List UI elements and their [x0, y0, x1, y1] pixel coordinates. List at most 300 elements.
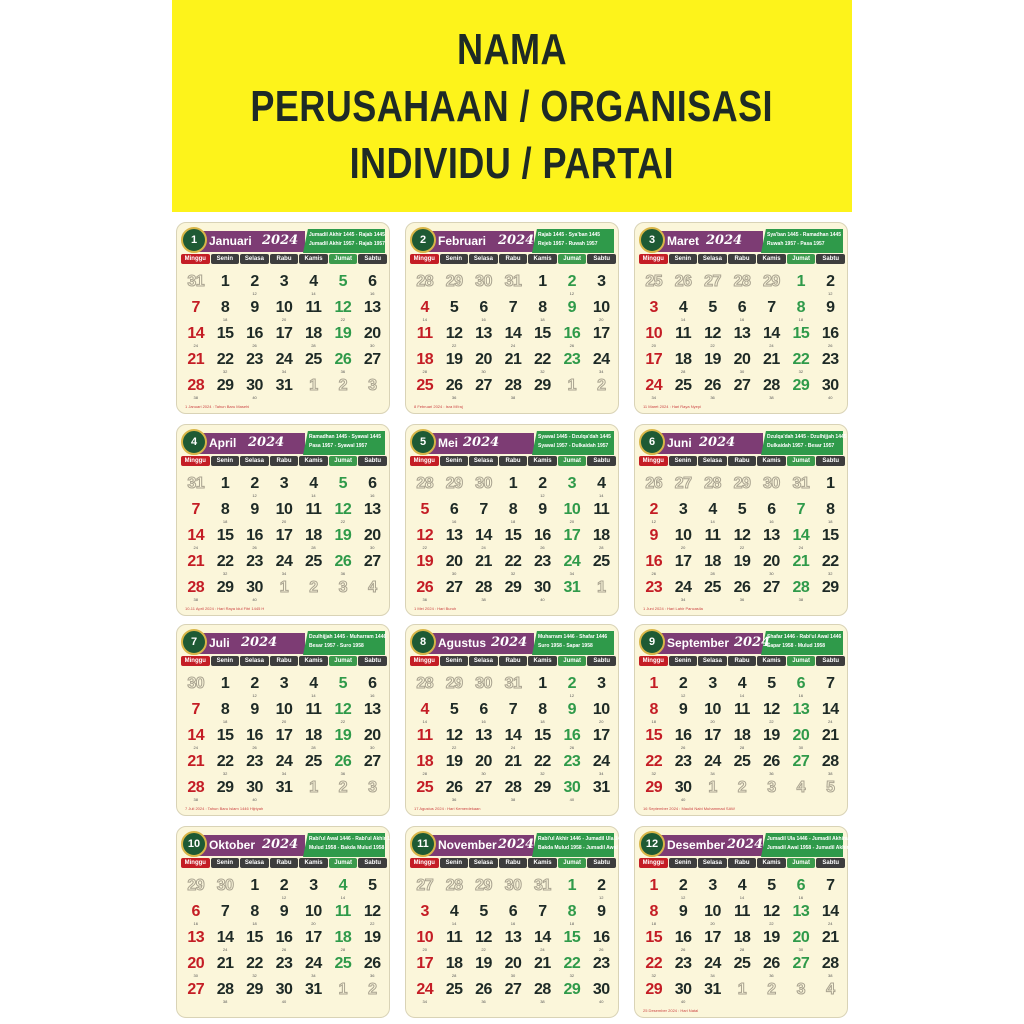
date-cell[interactable] — [557, 779, 586, 805]
date-cell[interactable] — [269, 701, 298, 727]
date-cell[interactable] — [240, 753, 269, 779]
date-cell[interactable] — [469, 981, 498, 1007]
date-cell[interactable] — [269, 981, 298, 1007]
date-cell[interactable] — [299, 877, 328, 903]
date-cell[interactable] — [269, 527, 298, 553]
adjacent-month-date[interactable] — [358, 779, 387, 805]
date-cell[interactable] — [816, 501, 845, 527]
date-cell[interactable] — [698, 553, 727, 579]
date-cell[interactable] — [210, 701, 239, 727]
date-cell[interactable] — [299, 727, 328, 753]
date-cell[interactable] — [210, 727, 239, 753]
date-cell[interactable] — [528, 299, 557, 325]
date-cell[interactable] — [439, 553, 468, 579]
date-cell[interactable] — [816, 929, 845, 955]
date-cell[interactable] — [498, 475, 527, 501]
date-cell[interactable] — [328, 527, 357, 553]
date-cell[interactable] — [269, 727, 298, 753]
date-cell[interactable] — [668, 929, 697, 955]
date-cell[interactable] — [358, 955, 387, 981]
date-cell[interactable] — [210, 351, 239, 377]
date-cell[interactable] — [528, 955, 557, 981]
date-cell[interactable] — [299, 981, 328, 1007]
date-cell[interactable] — [469, 501, 498, 527]
adjacent-month-date[interactable] — [816, 779, 845, 805]
adjacent-month-date[interactable] — [469, 675, 498, 701]
date-cell[interactable] — [181, 955, 210, 981]
date-cell[interactable] — [210, 753, 239, 779]
date-cell[interactable] — [698, 579, 727, 605]
date-cell[interactable] — [358, 475, 387, 501]
adjacent-month-date[interactable] — [727, 779, 756, 805]
date-cell[interactable] — [269, 955, 298, 981]
date-cell[interactable] — [358, 727, 387, 753]
date-cell[interactable] — [358, 351, 387, 377]
date-cell[interactable] — [269, 475, 298, 501]
date-cell[interactable] — [240, 325, 269, 351]
date-cell[interactable] — [328, 955, 357, 981]
date-cell[interactable] — [698, 903, 727, 929]
adjacent-month-date[interactable] — [698, 779, 727, 805]
date-cell[interactable] — [587, 779, 616, 805]
date-cell[interactable] — [210, 903, 239, 929]
adjacent-month-date[interactable] — [757, 981, 786, 1007]
date-cell[interactable] — [469, 779, 498, 805]
adjacent-month-date[interactable] — [328, 377, 357, 403]
date-cell[interactable] — [639, 701, 668, 727]
adjacent-month-date[interactable] — [439, 273, 468, 299]
date-cell[interactable] — [528, 579, 557, 605]
date-cell[interactable] — [358, 903, 387, 929]
date-cell[interactable] — [181, 325, 210, 351]
date-cell[interactable] — [358, 501, 387, 527]
adjacent-month-date[interactable] — [439, 877, 468, 903]
date-cell[interactable] — [757, 753, 786, 779]
date-cell[interactable] — [469, 527, 498, 553]
date-cell[interactable] — [557, 903, 586, 929]
date-cell[interactable] — [816, 527, 845, 553]
date-cell[interactable] — [439, 779, 468, 805]
date-cell[interactable] — [639, 727, 668, 753]
adjacent-month-date[interactable] — [181, 273, 210, 299]
adjacent-month-date[interactable] — [786, 779, 815, 805]
date-cell[interactable] — [240, 553, 269, 579]
date-cell[interactable] — [668, 553, 697, 579]
date-cell[interactable] — [557, 981, 586, 1007]
adjacent-month-date[interactable] — [269, 579, 298, 605]
date-cell[interactable] — [181, 753, 210, 779]
date-cell[interactable] — [557, 325, 586, 351]
date-cell[interactable] — [557, 299, 586, 325]
date-cell[interactable] — [410, 351, 439, 377]
date-cell[interactable] — [587, 929, 616, 955]
date-cell[interactable] — [727, 501, 756, 527]
date-cell[interactable] — [639, 501, 668, 527]
date-cell[interactable] — [410, 579, 439, 605]
date-cell[interactable] — [587, 981, 616, 1007]
date-cell[interactable] — [668, 701, 697, 727]
date-cell[interactable] — [210, 929, 239, 955]
date-cell[interactable] — [727, 877, 756, 903]
date-cell[interactable] — [668, 501, 697, 527]
date-cell[interactable] — [439, 701, 468, 727]
date-cell[interactable] — [299, 675, 328, 701]
date-cell[interactable] — [587, 325, 616, 351]
date-cell[interactable] — [668, 981, 697, 1007]
date-cell[interactable] — [668, 903, 697, 929]
date-cell[interactable] — [668, 527, 697, 553]
date-cell[interactable] — [410, 701, 439, 727]
date-cell[interactable] — [410, 527, 439, 553]
date-cell[interactable] — [786, 675, 815, 701]
date-cell[interactable] — [668, 325, 697, 351]
date-cell[interactable] — [786, 753, 815, 779]
adjacent-month-date[interactable] — [210, 877, 239, 903]
date-cell[interactable] — [240, 779, 269, 805]
date-cell[interactable] — [210, 553, 239, 579]
date-cell[interactable] — [639, 675, 668, 701]
date-cell[interactable] — [210, 273, 239, 299]
date-cell[interactable] — [210, 475, 239, 501]
date-cell[interactable] — [528, 377, 557, 403]
date-cell[interactable] — [639, 351, 668, 377]
date-cell[interactable] — [299, 351, 328, 377]
date-cell[interactable] — [727, 351, 756, 377]
date-cell[interactable] — [410, 955, 439, 981]
date-cell[interactable] — [587, 727, 616, 753]
adjacent-month-date[interactable] — [587, 377, 616, 403]
date-cell[interactable] — [528, 475, 557, 501]
date-cell[interactable] — [816, 299, 845, 325]
date-cell[interactable] — [439, 579, 468, 605]
date-cell[interactable] — [181, 351, 210, 377]
date-cell[interactable] — [328, 675, 357, 701]
date-cell[interactable] — [587, 675, 616, 701]
date-cell[interactable] — [210, 779, 239, 805]
adjacent-month-date[interactable] — [181, 877, 210, 903]
date-cell[interactable] — [757, 929, 786, 955]
date-cell[interactable] — [668, 877, 697, 903]
date-cell[interactable] — [358, 553, 387, 579]
adjacent-month-date[interactable] — [358, 377, 387, 403]
date-cell[interactable] — [240, 299, 269, 325]
adjacent-month-date[interactable] — [439, 475, 468, 501]
date-cell[interactable] — [328, 929, 357, 955]
date-cell[interactable] — [757, 727, 786, 753]
date-cell[interactable] — [410, 903, 439, 929]
date-cell[interactable] — [727, 675, 756, 701]
date-cell[interactable] — [587, 475, 616, 501]
date-cell[interactable] — [269, 501, 298, 527]
date-cell[interactable] — [698, 727, 727, 753]
date-cell[interactable] — [269, 325, 298, 351]
date-cell[interactable] — [181, 377, 210, 403]
date-cell[interactable] — [668, 675, 697, 701]
date-cell[interactable] — [528, 701, 557, 727]
adjacent-month-date[interactable] — [668, 273, 697, 299]
adjacent-month-date[interactable] — [786, 981, 815, 1007]
adjacent-month-date[interactable] — [410, 475, 439, 501]
date-cell[interactable] — [727, 299, 756, 325]
date-cell[interactable] — [786, 553, 815, 579]
date-cell[interactable] — [181, 929, 210, 955]
date-cell[interactable] — [587, 553, 616, 579]
date-cell[interactable] — [557, 701, 586, 727]
adjacent-month-date[interactable] — [757, 779, 786, 805]
date-cell[interactable] — [557, 475, 586, 501]
date-cell[interactable] — [557, 501, 586, 527]
adjacent-month-date[interactable] — [698, 475, 727, 501]
date-cell[interactable] — [181, 527, 210, 553]
date-cell[interactable] — [210, 955, 239, 981]
date-cell[interactable] — [557, 955, 586, 981]
date-cell[interactable] — [587, 753, 616, 779]
date-cell[interactable] — [410, 299, 439, 325]
date-cell[interactable] — [668, 299, 697, 325]
date-cell[interactable] — [816, 727, 845, 753]
date-cell[interactable] — [528, 929, 557, 955]
date-cell[interactable] — [698, 377, 727, 403]
date-cell[interactable] — [786, 299, 815, 325]
date-cell[interactable] — [181, 727, 210, 753]
date-cell[interactable] — [698, 929, 727, 955]
date-cell[interactable] — [328, 753, 357, 779]
date-cell[interactable] — [210, 579, 239, 605]
date-cell[interactable] — [786, 877, 815, 903]
adjacent-month-date[interactable] — [299, 779, 328, 805]
date-cell[interactable] — [786, 579, 815, 605]
date-cell[interactable] — [469, 553, 498, 579]
adjacent-month-date[interactable] — [587, 579, 616, 605]
adjacent-month-date[interactable] — [698, 273, 727, 299]
adjacent-month-date[interactable] — [557, 377, 586, 403]
date-cell[interactable] — [410, 553, 439, 579]
date-cell[interactable] — [240, 377, 269, 403]
date-cell[interactable] — [358, 299, 387, 325]
date-cell[interactable] — [668, 753, 697, 779]
date-cell[interactable] — [410, 325, 439, 351]
date-cell[interactable] — [469, 351, 498, 377]
date-cell[interactable] — [587, 351, 616, 377]
date-cell[interactable] — [358, 675, 387, 701]
date-cell[interactable] — [557, 727, 586, 753]
adjacent-month-date[interactable] — [639, 273, 668, 299]
date-cell[interactable] — [786, 701, 815, 727]
date-cell[interactable] — [698, 877, 727, 903]
date-cell[interactable] — [587, 955, 616, 981]
date-cell[interactable] — [269, 553, 298, 579]
date-cell[interactable] — [299, 929, 328, 955]
date-cell[interactable] — [639, 299, 668, 325]
date-cell[interactable] — [587, 527, 616, 553]
date-cell[interactable] — [727, 553, 756, 579]
date-cell[interactable] — [181, 701, 210, 727]
date-cell[interactable] — [328, 877, 357, 903]
date-cell[interactable] — [587, 501, 616, 527]
date-cell[interactable] — [358, 273, 387, 299]
date-cell[interactable] — [358, 527, 387, 553]
date-cell[interactable] — [587, 877, 616, 903]
adjacent-month-date[interactable] — [328, 579, 357, 605]
date-cell[interactable] — [698, 325, 727, 351]
date-cell[interactable] — [269, 351, 298, 377]
date-cell[interactable] — [757, 903, 786, 929]
adjacent-month-date[interactable] — [410, 877, 439, 903]
date-cell[interactable] — [786, 727, 815, 753]
date-cell[interactable] — [498, 701, 527, 727]
date-cell[interactable] — [240, 273, 269, 299]
date-cell[interactable] — [498, 351, 527, 377]
date-cell[interactable] — [269, 675, 298, 701]
adjacent-month-date[interactable] — [668, 475, 697, 501]
date-cell[interactable] — [557, 753, 586, 779]
date-cell[interactable] — [358, 929, 387, 955]
date-cell[interactable] — [727, 527, 756, 553]
adjacent-month-date[interactable] — [299, 579, 328, 605]
date-cell[interactable] — [469, 955, 498, 981]
date-cell[interactable] — [528, 325, 557, 351]
date-cell[interactable] — [757, 377, 786, 403]
date-cell[interactable] — [240, 675, 269, 701]
date-cell[interactable] — [816, 553, 845, 579]
date-cell[interactable] — [816, 325, 845, 351]
date-cell[interactable] — [299, 701, 328, 727]
date-cell[interactable] — [668, 955, 697, 981]
date-cell[interactable] — [727, 903, 756, 929]
date-cell[interactable] — [299, 553, 328, 579]
date-cell[interactable] — [299, 475, 328, 501]
date-cell[interactable] — [639, 325, 668, 351]
date-cell[interactable] — [528, 903, 557, 929]
date-cell[interactable] — [698, 753, 727, 779]
date-cell[interactable] — [757, 351, 786, 377]
date-cell[interactable] — [698, 299, 727, 325]
date-cell[interactable] — [816, 377, 845, 403]
date-cell[interactable] — [439, 727, 468, 753]
date-cell[interactable] — [668, 377, 697, 403]
adjacent-month-date[interactable] — [469, 475, 498, 501]
date-cell[interactable] — [786, 377, 815, 403]
date-cell[interactable] — [240, 903, 269, 929]
adjacent-month-date[interactable] — [469, 273, 498, 299]
date-cell[interactable] — [498, 955, 527, 981]
date-cell[interactable] — [528, 981, 557, 1007]
date-cell[interactable] — [410, 727, 439, 753]
adjacent-month-date[interactable] — [498, 877, 527, 903]
date-cell[interactable] — [240, 475, 269, 501]
date-cell[interactable] — [528, 527, 557, 553]
date-cell[interactable] — [358, 325, 387, 351]
date-cell[interactable] — [528, 351, 557, 377]
adjacent-month-date[interactable] — [328, 981, 357, 1007]
date-cell[interactable] — [439, 981, 468, 1007]
date-cell[interactable] — [410, 779, 439, 805]
date-cell[interactable] — [786, 929, 815, 955]
date-cell[interactable] — [668, 779, 697, 805]
date-cell[interactable] — [668, 727, 697, 753]
date-cell[interactable] — [816, 903, 845, 929]
date-cell[interactable] — [240, 877, 269, 903]
date-cell[interactable] — [439, 929, 468, 955]
date-cell[interactable] — [328, 701, 357, 727]
date-cell[interactable] — [557, 351, 586, 377]
date-cell[interactable] — [639, 929, 668, 955]
date-cell[interactable] — [639, 377, 668, 403]
date-cell[interactable] — [668, 579, 697, 605]
date-cell[interactable] — [557, 527, 586, 553]
date-cell[interactable] — [240, 351, 269, 377]
date-cell[interactable] — [528, 501, 557, 527]
adjacent-month-date[interactable] — [757, 273, 786, 299]
date-cell[interactable] — [328, 903, 357, 929]
date-cell[interactable] — [358, 753, 387, 779]
date-cell[interactable] — [328, 273, 357, 299]
date-cell[interactable] — [181, 579, 210, 605]
date-cell[interactable] — [816, 753, 845, 779]
date-cell[interactable] — [528, 675, 557, 701]
date-cell[interactable] — [328, 351, 357, 377]
date-cell[interactable] — [240, 501, 269, 527]
date-cell[interactable] — [269, 779, 298, 805]
date-cell[interactable] — [181, 553, 210, 579]
date-cell[interactable] — [498, 929, 527, 955]
date-cell[interactable] — [786, 955, 815, 981]
date-cell[interactable] — [498, 579, 527, 605]
date-cell[interactable] — [757, 501, 786, 527]
date-cell[interactable] — [439, 351, 468, 377]
date-cell[interactable] — [639, 553, 668, 579]
date-cell[interactable] — [757, 579, 786, 605]
date-cell[interactable] — [181, 903, 210, 929]
date-cell[interactable] — [816, 475, 845, 501]
date-cell[interactable] — [498, 377, 527, 403]
date-cell[interactable] — [469, 325, 498, 351]
date-cell[interactable] — [439, 501, 468, 527]
date-cell[interactable] — [639, 903, 668, 929]
date-cell[interactable] — [786, 527, 815, 553]
date-cell[interactable] — [299, 955, 328, 981]
date-cell[interactable] — [668, 351, 697, 377]
date-cell[interactable] — [439, 299, 468, 325]
date-cell[interactable] — [587, 273, 616, 299]
date-cell[interactable] — [528, 753, 557, 779]
date-cell[interactable] — [727, 701, 756, 727]
date-cell[interactable] — [299, 501, 328, 527]
date-cell[interactable] — [358, 701, 387, 727]
date-cell[interactable] — [757, 527, 786, 553]
date-cell[interactable] — [557, 929, 586, 955]
date-cell[interactable] — [698, 955, 727, 981]
date-cell[interactable] — [727, 753, 756, 779]
date-cell[interactable] — [469, 753, 498, 779]
adjacent-month-date[interactable] — [299, 377, 328, 403]
date-cell[interactable] — [639, 981, 668, 1007]
date-cell[interactable] — [299, 527, 328, 553]
date-cell[interactable] — [210, 527, 239, 553]
date-cell[interactable] — [299, 753, 328, 779]
date-cell[interactable] — [299, 273, 328, 299]
date-cell[interactable] — [557, 553, 586, 579]
date-cell[interactable] — [299, 325, 328, 351]
date-cell[interactable] — [786, 351, 815, 377]
date-cell[interactable] — [757, 675, 786, 701]
date-cell[interactable] — [528, 779, 557, 805]
adjacent-month-date[interactable] — [498, 273, 527, 299]
date-cell[interactable] — [269, 299, 298, 325]
date-cell[interactable] — [698, 527, 727, 553]
date-cell[interactable] — [727, 727, 756, 753]
date-cell[interactable] — [639, 877, 668, 903]
